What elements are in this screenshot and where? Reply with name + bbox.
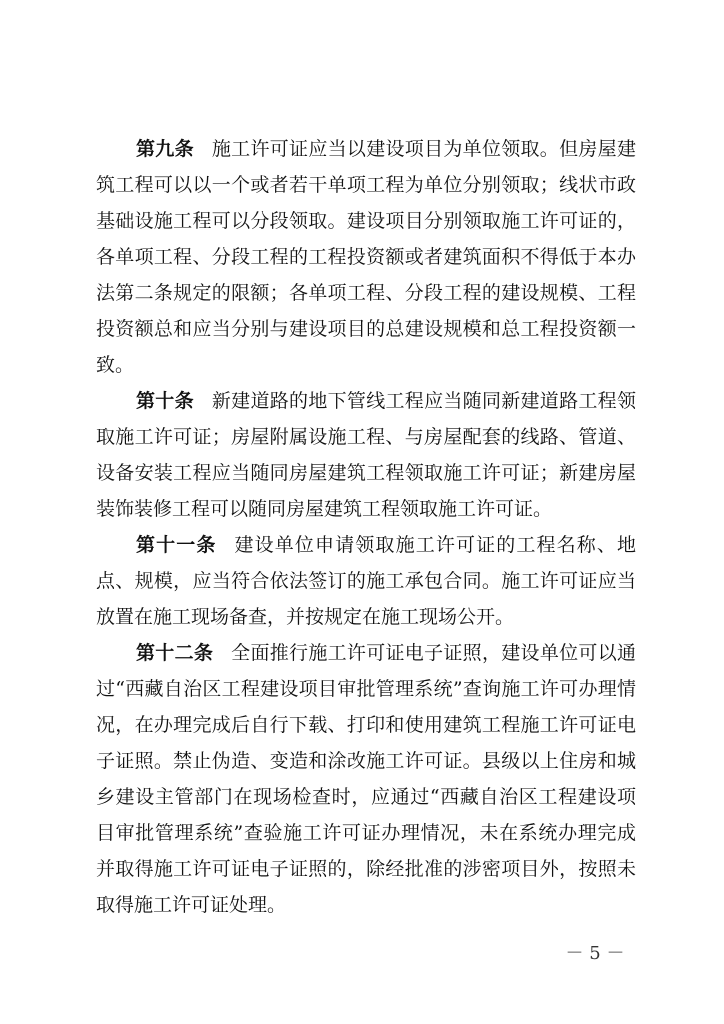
article-10: [96, 383, 636, 527]
article-body: 新建道路的地下管线工程应当随同新建道路工程领取施工许可证；房屋附属设施工程、与房屋配套的线路、管道、设备安装工程应当随同房屋建筑工程领取施工许可证；新建房屋装饰装修工程可以随同房屋建筑工程领取施工许可证。: [96, 390, 636, 520]
page-number: － 5 －: [565, 943, 625, 964]
article-title: 第十一条: [136, 534, 217, 556]
body-text: [96, 131, 636, 923]
article-body: 施工许可证应当以建设项目为单位领取。但房屋建筑工程可以以一个或者若干单项工程为单位分别领取；线状市政基础设施工程可以分段领取。建设项目分别领取施工许可证的，各单项工程、分段工程的工程投资额或者建筑面积不得低于本办法第二条规定的限额；各单项工程、分段工程的建设规模、工程投资额总和应当分别与建设项目的总建设规模和总工程投资额一致。: [96, 138, 636, 376]
article-title: 第九条: [136, 138, 194, 160]
article-body: 全面推行施工许可证电子证照，建设单位可以通过“西藏自治区工程建设项目审批管理系统”查询施工许可办理情况，在办理完成后自行下载、打印和使用建筑工程施工许可证电子证照。禁止伪造、变造和涂改施工许可证。县级以上住房和城乡建设主管部门在现场检查时，应通过“西藏自治区工程建设项目审批管理系统”查验施工许可证办理情况，未在系统办理完成并取得施工许可证电子证照的，除经批准的涉密项目外，按照未取得施工许可证处理。: [96, 642, 636, 916]
article-12: [96, 635, 636, 923]
article-title: 第十二条: [136, 642, 214, 664]
article-11: [96, 527, 636, 635]
article-9: [96, 131, 636, 383]
article-title: 第十条: [136, 390, 194, 412]
article-body: 建设单位申请领取施工许可证的工程名称、地点、规模，应当符合依法签订的施工承包合同。施工许可证应当放置在施工现场备查，并按规定在施工现场公开。: [96, 534, 636, 628]
